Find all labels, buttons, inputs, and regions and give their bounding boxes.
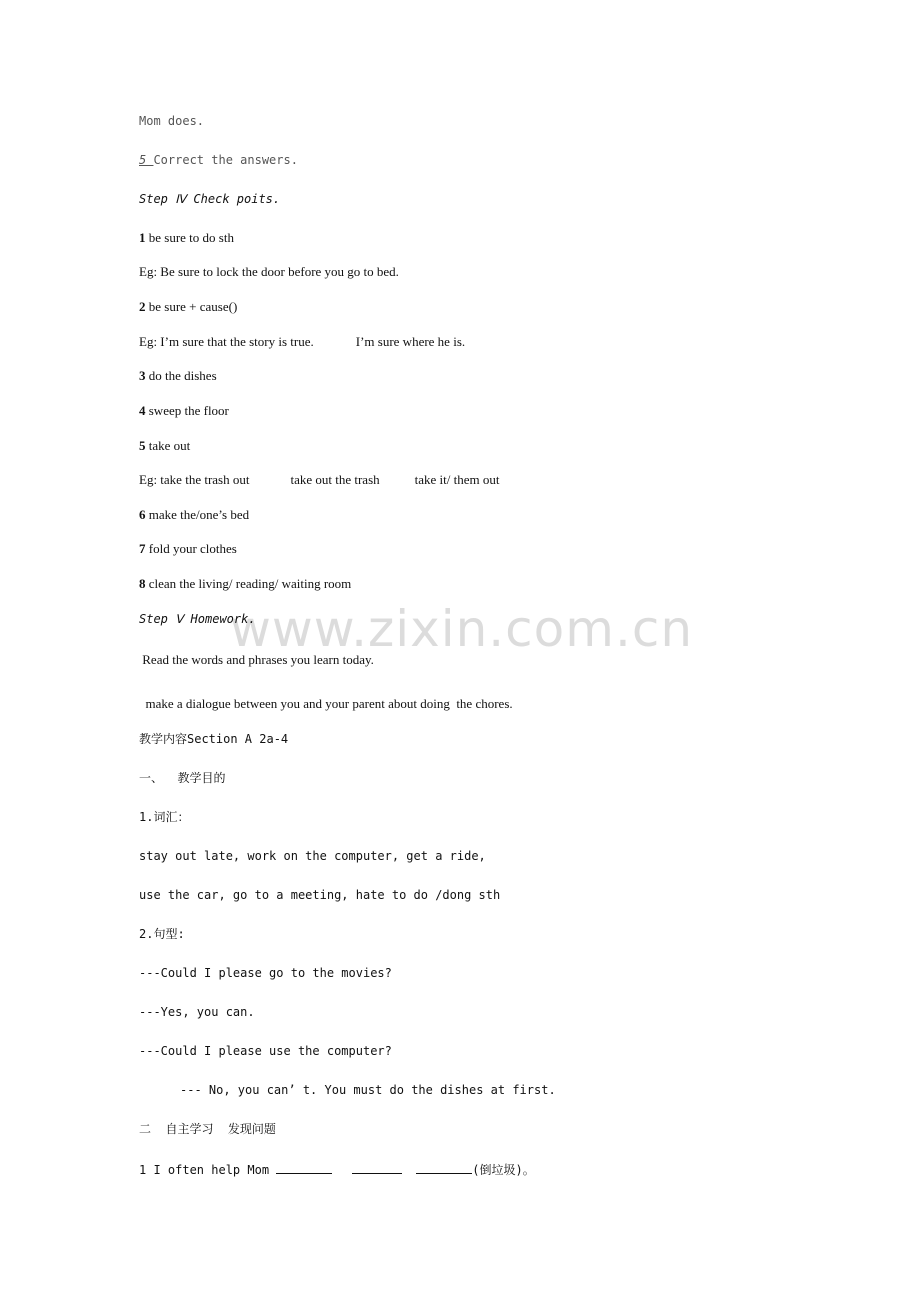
point-number: 8 (139, 576, 146, 591)
point-text: take out (145, 438, 191, 453)
exercise-hint: (倒垃圾)。 (472, 1163, 535, 1177)
section-2-heading: 二 自主学习 发现问题 (139, 1122, 276, 1136)
point-2 (139, 300, 237, 313)
text-mom-does: Mom does. (139, 114, 205, 128)
point-1-example: Eg: Be sure to lock the door before you go to bed. (139, 264, 399, 279)
example-a: Eg: take the trash out (139, 472, 250, 487)
point-7 (139, 542, 237, 555)
point-number: 7 (139, 541, 146, 556)
point-number: 2 (139, 299, 146, 314)
homework-2: make a dialogue between you and your parent about doing the chores. (139, 696, 513, 711)
point-number: 3 (139, 368, 146, 383)
point-3 (139, 369, 217, 382)
correct-answers-line (139, 154, 298, 166)
answer-blank[interactable] (416, 1162, 472, 1174)
point-text: clean the living/ reading/ waiting room (145, 576, 352, 591)
point-text: sweep the floor (145, 403, 229, 418)
point-8 (139, 577, 351, 590)
point-text: do the dishes (145, 368, 217, 383)
watermark: www.zixin.com.cn (230, 600, 694, 658)
section-1-heading: 一、 教学目的 (139, 771, 226, 785)
example-b: I’m sure where he is. (355, 334, 466, 349)
example-b: take out the trash (290, 472, 380, 487)
exercise-text: 1 I often help Mom (139, 1163, 277, 1177)
point-text: make the/one’s bed (145, 507, 250, 522)
exercise-1 (139, 1162, 535, 1176)
vocab-line-1: stay out late, work on the computer, get a ride, (139, 849, 486, 863)
correct-answers-text: Correct the answers. (153, 153, 298, 167)
item-number: 5 (139, 153, 154, 167)
dialogue-line-3: ---Could I please use the computer? (139, 1044, 392, 1058)
step-4-heading: Step Ⅳ Check poits. (139, 192, 281, 206)
homework-1: Read the words and phrases you learn today. (139, 652, 374, 667)
point-number: 4 (139, 403, 146, 418)
point-number: 1 (139, 230, 146, 245)
answer-blank[interactable] (276, 1162, 332, 1174)
point-5-example (139, 473, 499, 486)
point-text: fold your clothes (145, 541, 237, 556)
pattern-label: 2.句型: (139, 927, 185, 941)
point-2-example (139, 335, 465, 348)
dialogue-line-4: --- No, you can’ t. You must do the dishes at first. (180, 1083, 556, 1097)
answer-blank[interactable] (352, 1162, 402, 1174)
content-title: 教学内容Section A 2a-4 (139, 732, 289, 746)
point-text: be sure + cause() (145, 299, 238, 314)
point-number: 5 (139, 438, 146, 453)
dialogue-line-2: ---Yes, you can. (139, 1005, 255, 1019)
dialogue-line-1: ---Could I please go to the movies? (139, 966, 392, 980)
point-6 (139, 508, 249, 521)
example-c: take it/ them out (414, 472, 500, 487)
vocab-label: 1.词汇： (139, 810, 190, 824)
point-text: be sure to do sth (145, 230, 234, 245)
point-1 (139, 231, 234, 244)
example-a: Eg: I’m sure that the story is true. (139, 334, 314, 349)
point-number: 6 (139, 507, 146, 522)
vocab-line-2: use the car, go to a meeting, hate to do /dong sth (139, 888, 501, 902)
point-5 (139, 439, 190, 452)
step-5-heading: Step Ⅴ Homework. (139, 612, 256, 626)
point-4 (139, 404, 229, 417)
